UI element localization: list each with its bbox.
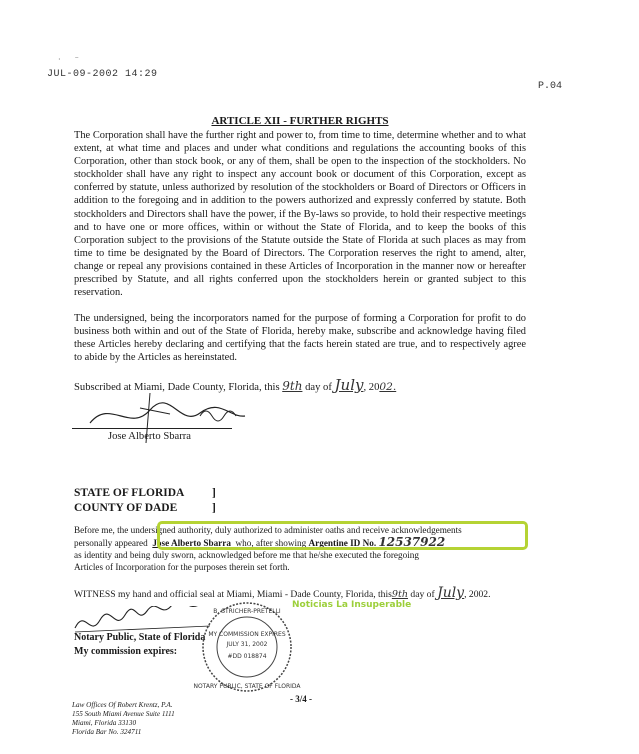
page-number: - 3/4 - — [290, 694, 312, 704]
law-office-block — [72, 701, 175, 737]
witness-day-of: day of — [410, 589, 435, 600]
seal-name: B. STRICHER-PRETELLI — [213, 608, 281, 615]
subscription-text: Subscribed at Miami, Dade County, Florida, this — [74, 382, 280, 393]
watermark: Noticias La Insuperable — [292, 600, 412, 610]
ack-id-number: 12537922 — [378, 535, 446, 549]
fax-header: JUL-09-2002 14:29 — [47, 69, 158, 80]
venue-bracket: ] ] — [212, 487, 216, 514]
signer-name: Jose Alberto Sbarra — [108, 431, 191, 442]
highlight-box — [157, 521, 528, 550]
law-line-4: Florida Bar No. 324711 — [72, 728, 142, 736]
ack-line-3: as identity and being duly sworn, acknowledged before me that he/she executed the foregoing — [74, 550, 419, 560]
ack-appeared: personally appeared — [74, 538, 148, 548]
witness-text: WITNESS my hand and official seal at Miami, Miami - Dade County, Florida, this — [74, 589, 392, 600]
notary-commission: My commission expires: — [74, 646, 178, 657]
subscription-month: July — [334, 376, 364, 394]
seal-state: NOTARY PUBLIC, STATE OF FLORIDA — [193, 683, 301, 690]
venue-block — [74, 486, 184, 516]
law-line-2: 155 South Miami Avenue Suite 1111 — [72, 710, 175, 718]
signature-line — [72, 428, 232, 429]
venue-state: STATE OF FLORIDA — [74, 487, 185, 499]
notary-title: Notary Public, State of Florida — [74, 632, 206, 643]
ack-name: Jose Alberto Sbarra — [152, 538, 231, 548]
law-line-3: Miami, Florida 33130 — [72, 719, 137, 727]
article-title: ARTICLE XII - FURTHER RIGHTS — [211, 115, 389, 127]
subscription-day: 9th — [282, 379, 303, 393]
ack-showing: who, after showing — [235, 538, 307, 548]
witness-year: , 2002. — [464, 589, 491, 600]
law-line-1: Law Offices Of Robert Krentz, P.A. — [72, 701, 173, 709]
article-paragraph-2: The undersigned, being the incorporators named for the purpose of forming a Corporation for profit to do business both within and out of the State of Florida, hereby make, subscribe and acknowledge having filed these Articles hereby declaring and certifying that the facts herein stated are true, and to respectively agree to abide by the Articles as hereinstated. — [74, 313, 526, 364]
subscription-year: 02. — [379, 381, 397, 393]
ack-line-1: Before me, the undersigned authority, duly authorized to administer oaths and receive acknowledgements — [74, 525, 462, 535]
seal-commission: MY COMMISSION EXPIRES — [208, 631, 286, 638]
witness-line — [74, 585, 490, 601]
witness-day: 9th — [391, 589, 409, 600]
scan-specks: · ⁻ — [58, 55, 79, 64]
article-paragraph-1: The Corporation shall have the further right and power to, from time to time, determine whether and to what extent, at what time and places and under what conditions and regulations the accounting books of this Corporation, other than stock book, or any of them, shall be open to the inspection of the stockholders. No stockholder shall have any right to inspect any account book or document of this Corporation, except as conferred by statute, unless authorized by resolution of the stockholders or Board of Directors or Officers in addition to the foregoing and in addition to the powers authorized and expressly conferred by statute. Both stockholders and Directors shall have the power, if the By-laws so provide, to hold their respective meetings and to have one or more offices, within or without the State of Florida, and to keep the books of this Corporation subject to the provisions of the Statute outside the State of Florida at such places as may from time to time be designated by the Board of Directors. The Corporation reserves the right to amend, alter, change or repeal any provisions contained in these Articles of Incorporation in the manner now or hereafter prescribed by Statute, and all rights conferred upon the stockholders herein or granted subject to this reservation. — [74, 130, 526, 299]
venue-county: COUNTY OF DADE — [74, 502, 178, 514]
notary-seal — [188, 600, 306, 694]
subscription-year-prefix: , 20 — [363, 382, 380, 393]
ack-line-4: Articles of Incorporation for the purposes therein set forth. — [74, 562, 290, 572]
ack-id-label: Argentine ID No. — [308, 538, 377, 548]
fax-page-number: P.04 — [538, 81, 563, 92]
seal-date: JULY 31, 2002 — [226, 641, 268, 648]
seal-number: #DD 018874 — [227, 653, 267, 660]
subscription-day-of: day of — [305, 382, 332, 393]
witness-month: July — [437, 585, 465, 601]
